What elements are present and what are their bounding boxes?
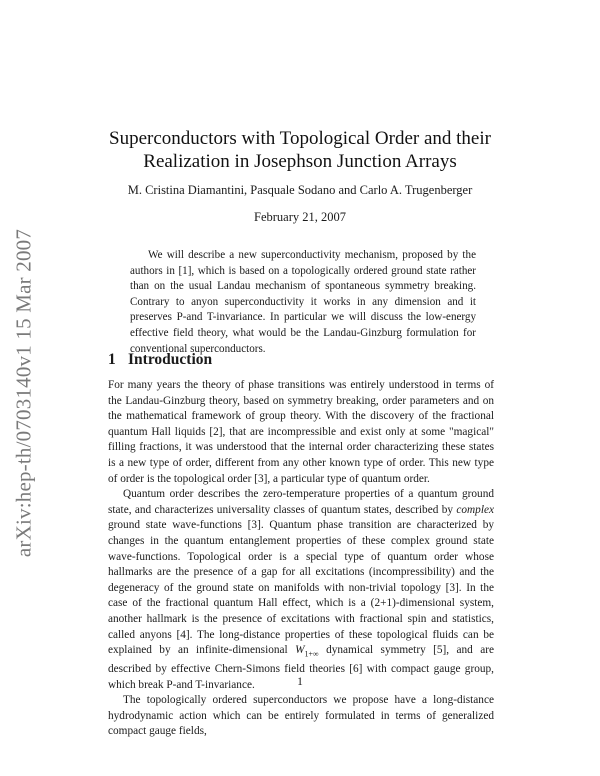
math-symbol-w: W: [295, 644, 305, 657]
section-number: 1: [108, 351, 116, 368]
emphasis-complex: complex: [456, 503, 494, 516]
paragraph-2: [108, 487, 494, 693]
authors: M. Cristina Diamantini, Pasquale Sodano and Carlo A. Trugenberger: [127, 183, 473, 197]
title-line-2: Realization in Josephson Junction Arrays: [143, 151, 457, 172]
section-title: Introduction: [128, 351, 213, 368]
abstract: We will describe a new superconductivity mechanism, proposed by the authors in [1], which is based on a topologically ordered ground state rather than on the usual Landau mechanism of spontaneous symmetry breaking. Contrary to anyon superconductivity it works in any dimension and it preserves P-and T-invariance. In particular we will discuss the low-energy effective field theory, what would be the Landau-Ginzburg formulation for conventional superconductors.: [130, 249, 476, 355]
arxiv-identifier: arXiv:hep-th/0703140v1 15 Mar 2007: [11, 228, 36, 558]
paper-title: [100, 127, 500, 173]
paragraph-2-part-c: dynamical symmetry [5], and are described by effective Chern-Simons field theories [6] with compact gauge group, which break P-and T-invariance.: [108, 644, 495, 691]
title-line-1: Superconductors with Topological Order and their: [109, 128, 491, 149]
paragraph-1: For many years the theory of phase transitions was entirely understood in terms of the Landau-Ginzburg theory, based on symmetry breaking, order parameters and on the mathematical framework of group theory. With the discovery of the fractional quantum Hall liquids [2], that are incompressible and exist only at some "magical" filling fractions, it was understood that the internal order characterizing these states is a new type of order, different from any other known type of order. This new type of order is the topological order [3], a particular type of quantum order.: [108, 379, 494, 485]
math-subscript: 1+∞: [304, 649, 319, 659]
paragraph-3: The topologically ordered superconductors we propose have a long-distance hydrodynamic action which can be entirely formulated in terms of generalized compact gauge fields,: [108, 694, 494, 738]
paragraph-2-part-a: Quantum order describes the zero-temperature properties of a quantum ground state, and characterizes universality classes of quantum states, described by: [108, 488, 494, 516]
paragraph-2-part-b: ground state wave-functions [3]. Quantum phase transition are characterized by changes in the quantum entanglement properties of these complex ground state wave-functions. Topological order is a special type of quantum order whose hallmarks are the presence of a gap for all excitations (incompressibility) and the degeneracy of the ground state on manifolds with non-trivial topology [3]. In the case of the fractional quantum Hall effect, which is a (2+1)-dimensional system, another hallmark is the presence of excitations with fractional spin and statistics, called anyons [4]. The long-distance properties of these topological fluids can be explained by an infinite-dimensional: [108, 519, 494, 657]
date: February 21, 2007: [254, 210, 346, 224]
page-number: 1: [297, 676, 303, 688]
arxiv-stamp: [4, 208, 44, 578]
section-heading: [108, 351, 212, 369]
